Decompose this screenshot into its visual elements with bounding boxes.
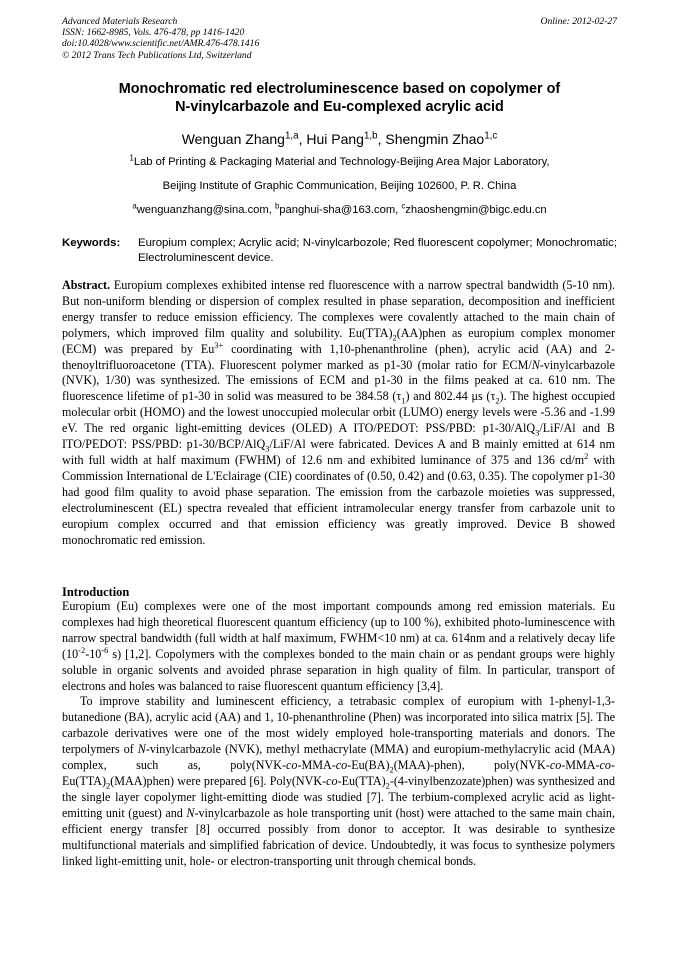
email-line <box>62 201 617 217</box>
keywords-block <box>62 236 617 266</box>
intro-text-2d: -Eu(BA) <box>347 758 390 773</box>
abstract-text-3: coordinating with 1,10-phenanthroline (phen), acrylic acid (AA) and 2-thenoyltrifluoroacetone (TTA). Fluorescent polymer marked as p1-30 (molar ratio for ECM/ <box>62 341 615 372</box>
journal-info <box>62 16 259 61</box>
intro-sub-3: 2 <box>385 780 390 791</box>
abstract-label: Abstract. <box>62 278 111 292</box>
copyright-line: © 2012 Trans Tech Publications Ltd, Switzerland <box>62 49 252 61</box>
affiliation-lab: Lab of Printing & Packaging Material and Technology-Beijing Area Major Laboratory, <box>133 156 550 168</box>
author-3: Shengmin Zhao <box>385 131 485 147</box>
intro-text-2j: -(4-vinylbenzozate)phen) was synthesized and the single layer copolymer light-emitting diode was studied [7]. The terbium-complexed acrylic acid as light-emitting unit (guest) and <box>62 773 615 820</box>
abstract-sup-2: 2 <box>584 450 589 461</box>
email-a-marker: a <box>132 201 137 211</box>
title-line-1: Monochromatic red electroluminescence based on copolymer of <box>118 81 561 97</box>
abstract-text-7: /LiF/Al and B ITO/PEDOT: PSS/PBD: p1-30/BCP/AlQ <box>62 421 615 452</box>
abstract-text-2: (AA)phen as europium complex monomer (ECM) was prepared by Eu <box>62 325 615 356</box>
intro-text-2e: (MAA)-phen), poly(NVK- <box>393 758 550 773</box>
abstract-block <box>62 278 615 548</box>
author-list <box>62 130 617 148</box>
email-c-marker: c <box>401 201 406 211</box>
abstract-text-8: /LiF/Al were fabricated. Devices A and B mainly emitted at 614 nm with full width at half maximum (FWHM) of 12.6 nm and exhibited luminance of 375 and 136 cd/m <box>62 437 615 467</box>
intro-italic-1: N <box>137 742 146 757</box>
intro-text-1c: s) [1,2]. Copolymers with the complexes bonded to the main chain or as pendant groups were highly soluble in organic solvents and avoided phrase separation in high quality of film. In particular, transport of electrons and holes was balanced to raise fluorescent quantum efficiency [3,4]. <box>62 646 615 693</box>
affiliation-line-1 <box>62 153 617 169</box>
intro-sup-2: -6 <box>101 644 109 655</box>
abstract-sub-1: 2 <box>392 332 397 343</box>
online-date: Online: 2012-02-27 <box>540 16 617 27</box>
author-2-affil: 1,b <box>363 130 378 142</box>
intro-italic-6: co <box>326 773 338 788</box>
abstract-text-9: with Commission International de L'Eclairage (CIE) coordinates of (0.50, 0.42) and (0.63, 0.35). The copolymer p1-30 had good film quality to avoid phase separation. The emission from the carbazole moieties was suppressed, electroluminescent (EL) spectra revealed that efficient intramolecular energy transfer from carbazole unit to europium complex occurred and that emission efficiency was greatly improved. Device B showed monochromatic red emission. <box>62 452 615 547</box>
intro-text-2g: -Eu(TTA) <box>62 758 615 788</box>
intro-text-1b: -10 <box>85 646 102 661</box>
intro-italic-7: N <box>186 805 195 820</box>
author-3-affil: 1,c <box>484 130 498 142</box>
email-sep-2: , <box>395 204 402 216</box>
journal-name: Advanced Materials Research <box>62 16 178 27</box>
email-a-link[interactable]: wenguanzhang@sina.com <box>136 204 269 216</box>
doi-line: doi:10.4028/www.scientific.net/AMR.476-478.1416 <box>62 38 260 50</box>
affiliation-line-2: Beijing Institute of Graphic Communication, Beijing 102600, P. R. China <box>162 180 517 192</box>
email-sep-1: , <box>268 204 275 216</box>
intro-italic-4: co <box>549 758 562 773</box>
introduction-heading: Introduction <box>62 585 130 599</box>
abstract-text-6: ). The highest occupied molecular orbit (HOMO) and the lowest unoccupied molecular orbit (LUMO) energy levels were -5.36 and -1.99 eV. The red organic light-emitting devices (OLED) A ITO/PEDOT: PSS/PBD: p1-30/AlQ <box>62 389 616 436</box>
abstract-text-4: -vinylcarbazole (NVK), 1/30) was synthesized. The emissions of ECM and p1-30 in the films peaked at ca. 610 nm. The fluorescence lifetime of p1-30 in solid was measured to be 384.58 (τ <box>62 357 615 404</box>
abstract-paragraph <box>62 278 615 548</box>
intro-text-2b: -vinylcarbazole (NVK), methyl methacrylate (MMA) and europium-methylacrylic acid (MAA) complex, such as, poly(NVK- <box>62 742 616 773</box>
keywords-text: Europium complex; Acrylic acid; N-vinylcarbozole; Red fluorescent copolymer; Monochromatic; Electroluminescent device. <box>138 237 617 264</box>
abstract-sub-2: 1 <box>401 395 406 406</box>
issn-line: ISSN: 1662-8985, Vols. 476-478, pp 1416-1420 <box>62 27 245 39</box>
abstract-text-1: Europium complexes exhibited intense red fluorescence with a narrow spectral bandwidth (5-10 nm). But non-uniform blending or dispersion of complex resulted in phase separation, decomposition and inefficient energy transfer to reduce emission efficiency. The complexes were covalently attached to the main chain of polymers, which improved film quality and solubility. Eu(TTA) <box>62 278 615 340</box>
intro-italic-5: co <box>599 758 611 773</box>
intro-text-2a: To improve stability and luminescent efficiency, a tetrabasic complex of europium with 1-phenyl-1,3-butanedione (BA), acrylic acid (AA) and 1, 10-phenanthroline (Phen) was incorporated into silica matrix [5]. The carbazole derivatives were one of the most widely employed hole-transporting materials and donors. The terpolymers of <box>62 694 615 757</box>
abstract-sub-3: 2 <box>495 395 500 406</box>
paper-title <box>62 80 617 116</box>
email-b-link[interactable]: panghui-sha@163.com <box>279 204 396 216</box>
intro-italic-3: co <box>335 758 348 773</box>
author-1-affil: 1,a <box>284 130 299 142</box>
author-sep-2: , <box>377 131 386 147</box>
email-b-marker: b <box>274 201 280 211</box>
author-sep-1: , <box>298 131 307 147</box>
abstract-sup-1: 3+ <box>214 339 224 350</box>
intro-sub-1: 2 <box>389 764 394 775</box>
intro-paragraph-1 <box>62 599 615 694</box>
introduction-block <box>62 599 615 869</box>
intro-text-2c: -MMA- <box>297 758 336 773</box>
intro-text-2i: -Eu(TTA) <box>337 773 386 788</box>
keywords-label: Keywords: <box>62 237 121 249</box>
author-2: Hui Pang <box>306 131 364 147</box>
intro-sub-2: 2 <box>106 780 111 791</box>
email-c-link[interactable]: zhaoshengmin@bigc.edu.cn <box>405 204 547 216</box>
title-line-2: N-vinylcarbazole and Eu-complexed acrylic acid <box>175 99 504 115</box>
intro-italic-2: co <box>286 758 298 773</box>
intro-sup-1: -2 <box>78 644 86 655</box>
intro-text-2f: -MMA- <box>561 758 600 773</box>
author-1: Wenguan Zhang <box>181 131 285 147</box>
intro-text-1a: Europium (Eu) complexes were one of the most important compounds among red emission materials. Eu complexes had high theoretical fluorescent quantum efficiency (up to 100 %), exhibited photo-luminescence with narrow spectral bandwidth (full width at half maximum, FWHM<10 nm) at ca. 614nm and a relatively decay life (10 <box>62 599 615 661</box>
intro-text-2h: (MAA)phen) were prepared [6]. Poly(NVK- <box>110 773 327 788</box>
abstract-text-5: ) and 802.44 μs (τ <box>405 389 496 404</box>
abstract-sub-4: 3 <box>535 427 540 438</box>
abstract-italic-n: N <box>531 357 540 372</box>
abstract-sub-5: 3 <box>265 443 270 454</box>
affiliation-marker: 1 <box>129 153 134 163</box>
intro-paragraph-2 <box>62 694 615 869</box>
intro-text-2k: -vinylcarbazole as hole transporting unit (host) were attached to the same main chain, efficient energy transfer [8] occurred possibly from donor to acceptor. It was desirable to synthesize multifunctional materials and simplified fabrication of device. Undoubtedly, it was focus to synthesize polymers linked light-emitting unit, hole- or electron-transporting unit through chemical bonds. <box>62 805 615 868</box>
